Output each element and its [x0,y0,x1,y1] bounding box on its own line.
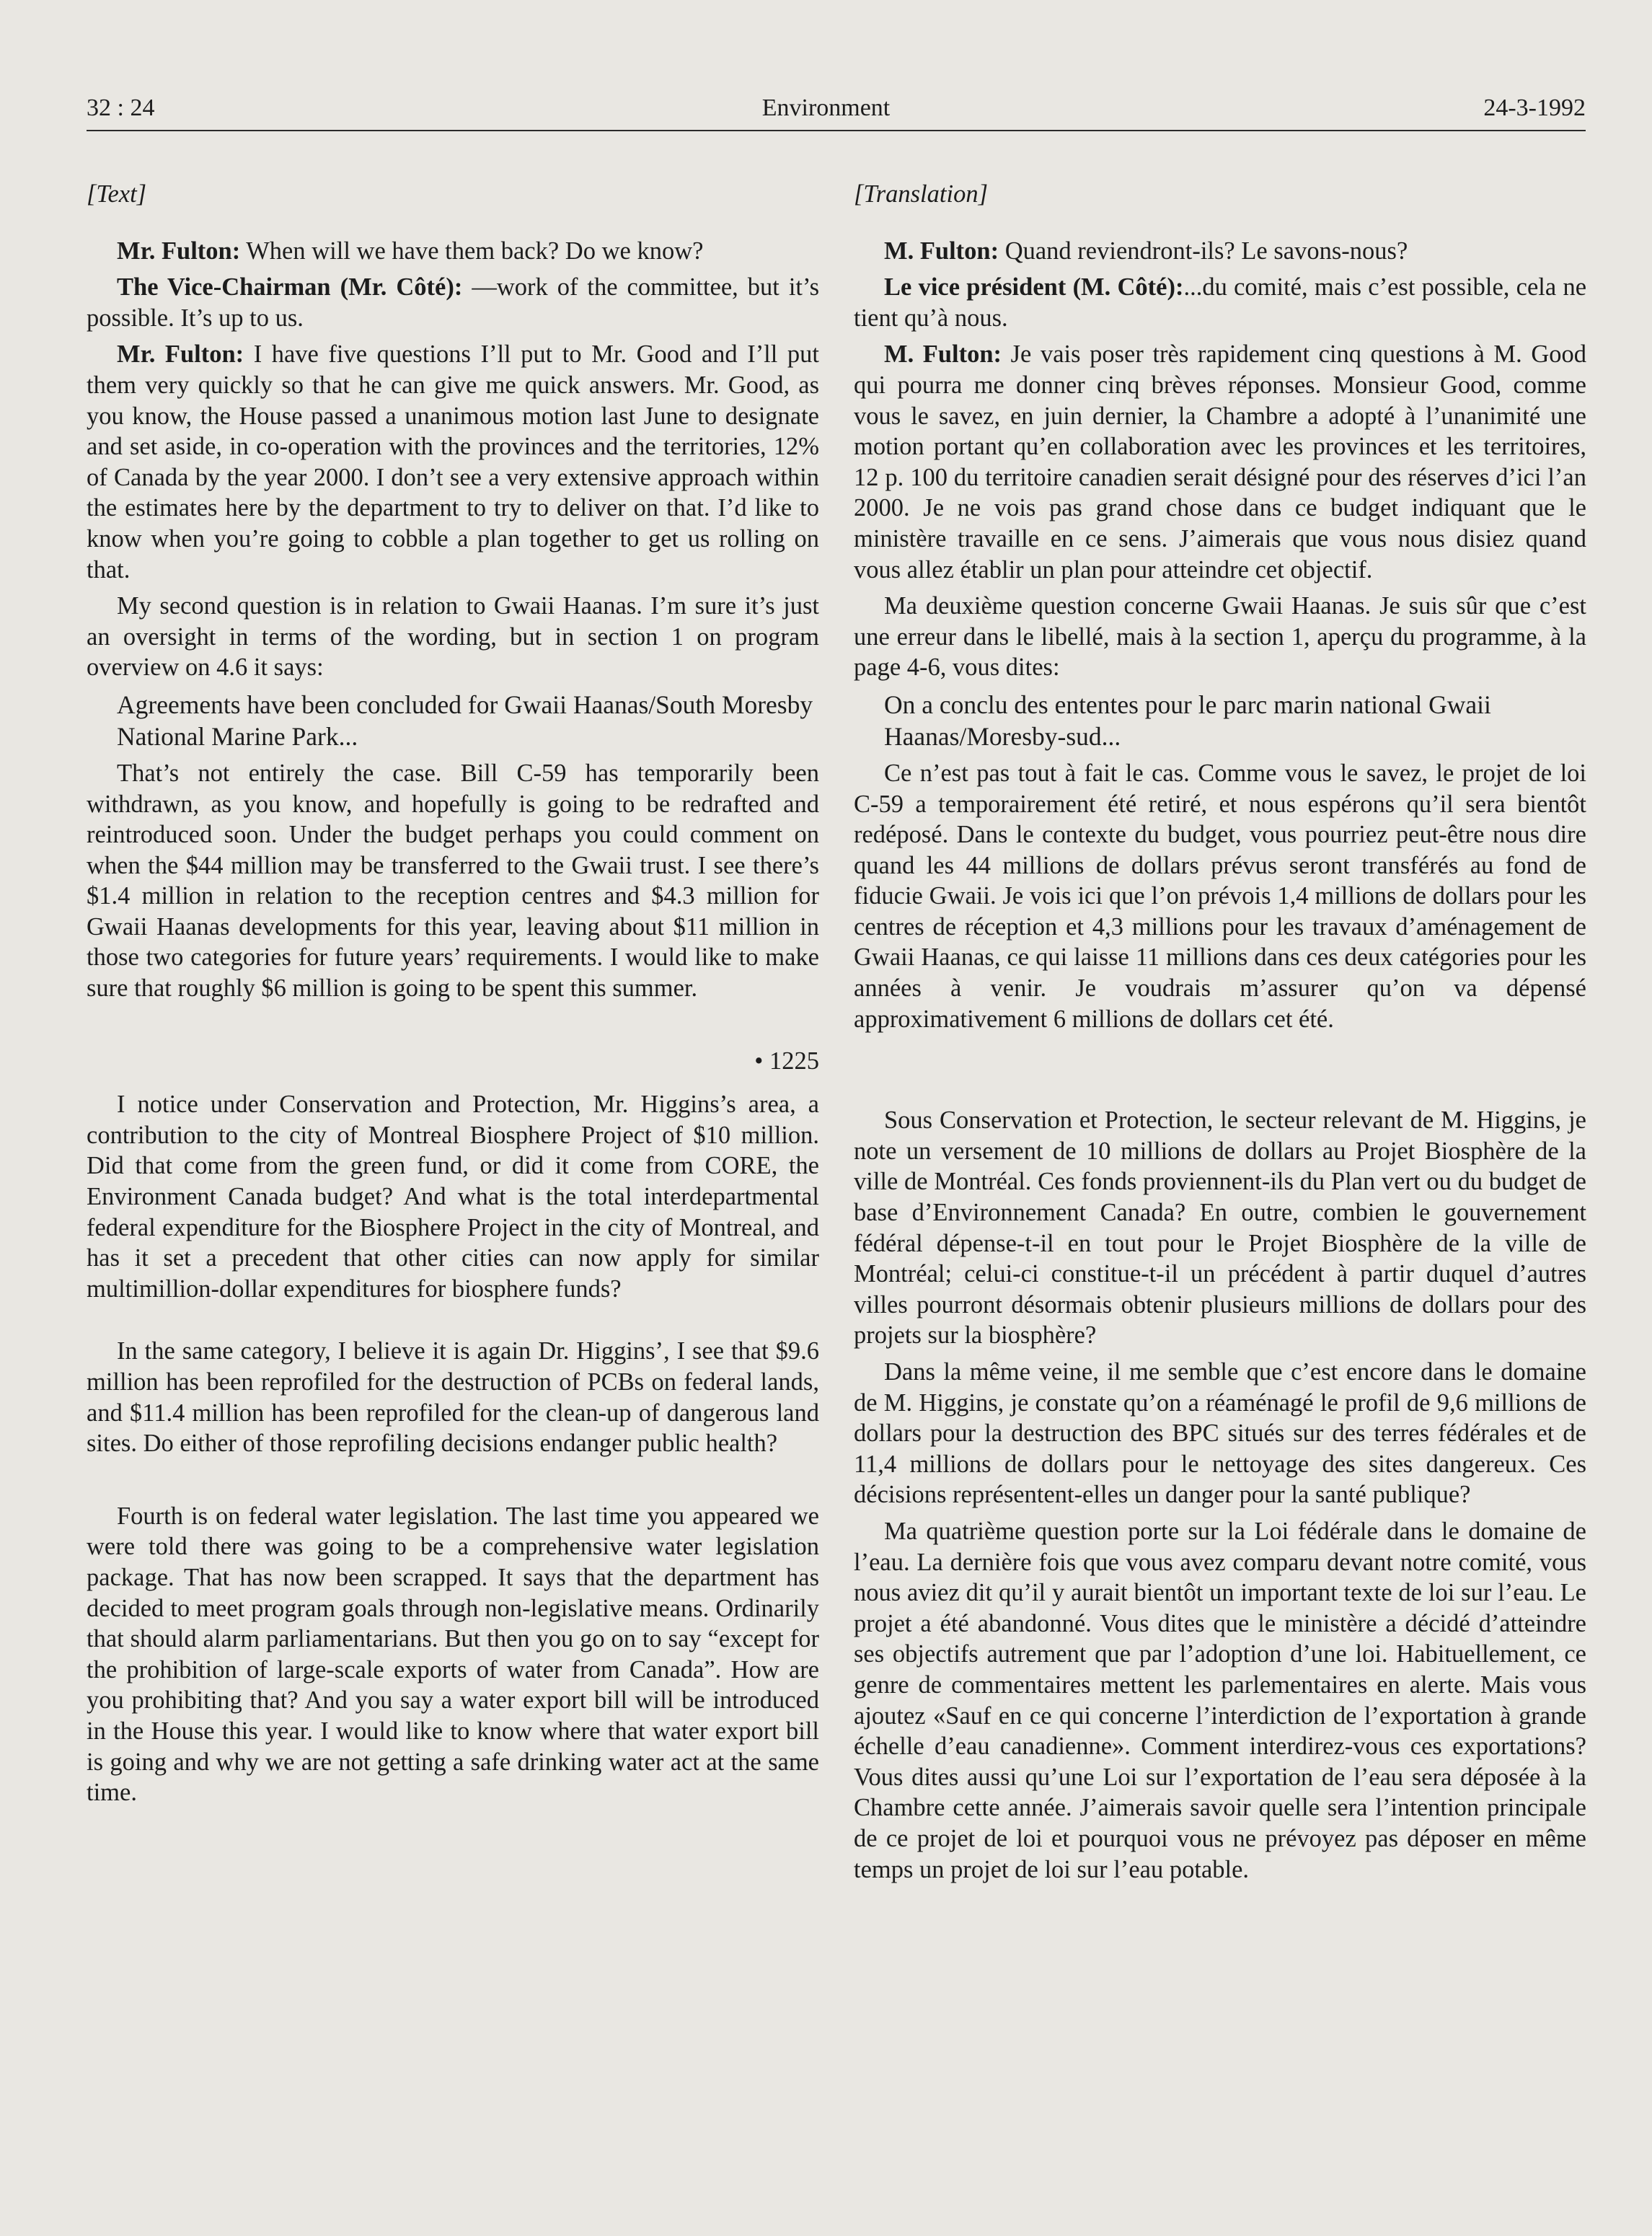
speaker-name: Mr. Fulton: [117,237,241,265]
block-quote: On a conclu des ententes pour le parc marin national Gwaii Haanas/Moresby-sud... [884,690,1491,751]
paragraph: Sous Conservation et Protection, le secteur relevant de M. Higgins, je note un versement de 10 millions de dollars au Projet Biosphère de la ville de Montréal. Ces fonds proviennent-ils du Plan vert ou du budget de base d’Environnement Canada? En outre, combien le gouvernement fédéral dépense-t-il en tout pour le Projet Biosphère de la ville de Montréal; celui-ci constitue-t-il un précédent à partir duquel d’autres villes pourront désormais obtenir plusieurs millions de dollars pour des projets sur la biosphère? [854,1106,1586,1350]
time-marker: • 1225 [754,1047,819,1075]
french-column [854,179,1586,1891]
committee-name: Environment [761,94,891,121]
text-tag: [Text] [87,180,147,208]
speech-text: Quand reviendront-ils? Le savons-nous? [999,237,1408,265]
speech-text: Je vais poser très rapidement cinq questions à M. Good qui pourra me donner cinq brèves réponses. Monsieur Good, comme vous le savez, en juin dernier, la Chambre a adopté à l’unanimité une motion portant qu’en collaboration avec les provinces et les territoires, 12 p. 100 du territoire canadien serait désigné pour des réserves d’ici l’an 2000. Je ne vois pas grand chose dans ce budget indiquant que le ministère travaille en ce sens. J’aimerais que vous nous disiez quand vous allez établir un plan pour atteindre cet objectif. [854,340,1586,584]
paragraph: Ma quatrième question porte sur la Loi fédérale dans le domaine de l’eau. La dernière fois que vous avez comparu devant notre comité, vous nous aviez dit qu’il y aurait bientôt un important texte de loi sur l’eau. Le projet a été abandonné. Vous dites que le ministère a décidé d’atteindre ses objectifs autrement que par l’adoption d’une loi. Habituellement, ce genre de commentaires mettent les parlementaires en alerte. Mais vous ajoutez «Sauf en ce qui concerne l’interdiction de l’exportation à grande échelle d’eau canadienne». Comment interdirez-vous ces exportations? Vous dites aussi qu’une Loi sur l’exportation de l’eau sera déposée à la Chambre cette année. J’aimerais savoir quelle sera l’intention principale de ce projet de loi et pourquoi vous ne prévoyez pas déposer en même temps un projet de loi sur l’eau potable. [854,1517,1586,1883]
paragraph: That’s not entirely the case. Bill C-59 has temporarily been withdrawn, as you know, and hopefully is going to be redrafted and reintroduced soon. Under the budget perhaps you could comment on when the $44 million may be transferred to the Gwaii trust. I see there’s $1.4 million in relation to the reception centres and $4.3 million for Gwaii Haanas developments for this year, leaving about $11 million in those two categories for future years’ requirements. I would like to make sure that roughly $6 million is going to be spent this summer. [87,759,819,1003]
speaker-name: Le vice président (M. Côté): [884,273,1184,301]
header-rule [87,130,1586,131]
paragraph [87,236,819,267]
page-date: 24-3-1992 [1483,94,1586,121]
speech-text: I have five questions I’ll put to Mr. Good and I’ll put them very quickly so that he can give me quick answers. Mr. Good, as you know, the House passed a unanimous motion last June to designate and set aside, in co-operation with the provinces and the territories, 12% of Canada by the year 2000. I don’t see a very extensive approach within the estimates here by the department to try to deliver on that. I’d like to know when you’re going to cobble a plan together to get us rolling on that. [87,340,819,584]
paragraph: I notice under Conservation and Protection, Mr. Higgins’s area, a contribution to the city of Montreal Biosphere Project of $10 million. Did that come from the green fund, or did it come from CORE, the Environment Canada budget? And what is the total interdepartmental federal expenditure for the Biosphere Project in the city of Montreal, and has it set a precedent that other cities can now apply for similar multimillion-dollar expenditures for biosphere funds? [87,1091,819,1303]
speaker-name: The Vice-Chairman (Mr. Côté): [117,273,463,301]
speaker-name: M. Fulton: [884,340,1002,369]
paragraph: Ma deuxième question concerne Gwaii Haanas. Je suis sûr que c’est une erreur dans le libellé, mais à la section 1, aperçu du programme, à la page 4-6, vous dites: [854,592,1586,682]
speaker-name: M. Fulton: [884,237,999,265]
paragraph: In the same category, I believe it is again Dr. Higgins’, I see that $9.6 million has been reprofiled for the destruction of PCBs on federal lands, and $11.4 million has been reprofiled for the clean-up of dangerous land sites. Do either of those reprofiling decisions endanger public health? [87,1337,819,1458]
translation-tag: [Translation] [854,180,988,208]
speech-text: ...du comité, mais c’est possible, cela ne tient qu’à nous. [854,273,1587,332]
paragraph: Fourth is on federal water legislation. The last time you appeared we were told there was going to be a comprehensive water legislation package. That has now been scrapped. It says that the department has decided to meet program goals through non-legislative means. Ordinarily that should alarm parliamentarians. But then you go on to say “except for the prohibition of large-scale exports of water from Canada”. How are you prohibiting that? And you say a water export bill will be introduced in the House this year. I would like to know where that water export bill is going and why we are not getting a safe drinking water act at the same time. [87,1502,819,1807]
block-quote: Agreements have been concluded for Gwaii Haanas/South Moresby National Marine Park... [117,690,813,751]
page-number: 32 : 24 [87,94,155,121]
speaker-name: Mr. Fulton: [117,340,244,369]
paragraph [854,339,1586,585]
paragraph: Dans la même veine, il me semble que c’est encore dans le domaine de M. Higgins, je constate qu’on a réaménagé le profil de 9,6 millions de dollars pour la destruction des BPC situés sur des terres fédérales et de 11,4 millions de dollars pour le nettoyage des sites dangereux. Ces décisions représentent-elles un danger pour la santé publique? [854,1358,1586,1509]
paragraph: My second question is in relation to Gwaii Haanas. I’m sure it’s just an oversight in terms of the wording, but in section 1 on program overview on 4.6 it says: [87,592,819,682]
paragraph: Ce n’est pas tout à fait le cas. Comme vous le savez, le projet de loi C-59 a temporairement été retiré, et nous espérons qu’il sera bientôt redéposé. Dans le contexte du budget, vous pourriez peut-être nous dire quand les 44 millions de dollars prévus seront transférés au fond de fiducie Gwaii. Je vois ici que l’on prévois 1,4 millions de dollars pour les centres de réception et 4,3 millions pour les travaux d’aménagement de Gwaii Haanas, ce qui laisse 11 millions dans ces deux catégories pour les années à venir. Je voudrais m’assurer qu’on va dépensé approximativement 6 millions de dollars cet été. [854,759,1586,1033]
paragraph [854,272,1586,333]
speech-text: When will we have them back? Do we know? [240,237,704,265]
paragraph [87,339,819,585]
paragraph [854,236,1586,267]
speech-text: —work of the committee, but it’s possible. It’s up to us. [87,273,819,332]
paragraph [87,272,819,333]
english-column [87,179,819,1814]
